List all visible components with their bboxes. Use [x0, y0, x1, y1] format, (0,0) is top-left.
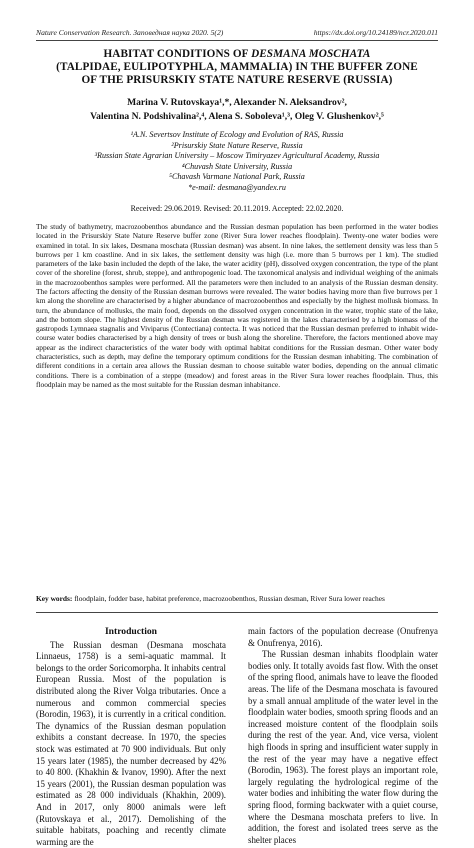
journal-citation: Nature Conservation Research. Заповедная наука 2020. 5(2) [36, 28, 224, 37]
doi-link[interactable]: https://dx.doi.org/10.24189/ncr.2020.011 [313, 28, 438, 37]
author-list [32, 96, 442, 123]
authors-line-2: Valentina N. Podshivalina²,⁴, Alena S. Soboleva¹,³, Oleg V. Glushenkov²,⁵ [90, 110, 384, 122]
affiliation-4: ⁴Chuvash State University, Russia [181, 161, 293, 171]
authors-line-1: Marina V. Rutovskaya¹,*, Alexander N. Aleksandrov², [127, 97, 347, 108]
title-species: DESMANA MOSCHATA [251, 48, 371, 60]
keywords-label: Key words: [36, 594, 73, 603]
affiliation-3: ³Russian State Agrarian University – Moscow Timiryazev Agricultural Academy, Russia [94, 151, 380, 161]
abstract: The study of bathymetry, macrozoobenthos abundance and the Russian desman population has been performed in the water bodies located in the Prisurskiy State Nature Reserve buffer zone (River Sura lower reaches floodplain). Twenty-one water bodies were examined in total. In six lakes, Desmana moschata (Russian desman) was absent. In nine lakes, the settlement density was less than 5 burrows per 1 km coastline. And in six lakes, the settlement density was high (i.e. more than 5 burrows per 1 km). The studied parameters of the lake basin included the depth of the lake, the water acidity (pH), dissolved oxygen concentration, the type of the plant cover of the shoreline (forest, shrub, steppe), and anthropogenic load. The taxonomical analysis and individual weighing of the animals in the macrozoobenthos samples were performed. All the parameters were then included to an analysis of the Russian desman density. The factors affecting the density of the Russian desman burrows were revealed. The water bodies having more than five burrows per 1 km along the shoreline are characterised by a higher abundance of macrozoobenthos and especially by the highest mollusk biomass. In turn, the abundance of mollusks, the main food, depends on the dissolved oxygen concentration in the water, trophic state of the lake, and the bottom slope. The highest density of the Russian desman was registered in the lakes characterised by a high biomass of the gastropods Lymnaea stagnalis and Viviparus (Contectiana) contecta. It was noticed that the Russian desman preferred to inhabit wide-course water bodies characterised by a high density of trees or bush along the shoreline. Therefore, the factors mentioned above may appear as the indirect characteristics of the water body with optimal habitat conditions for the Russian desman. Other water body characteristics, such as depth, may define the temporary optimum conditions for the Russian desman inhabiting. The combination of different conditions in a certain area allows the Russian desman to choose suitable water bodies, depending on the annual climatic conditions. There is a combination of a steppe (meadow) and forest areas in the River Sura lower reaches floodplain. Thus, this floodplain may be named as the most suitable for the Russian desman inhabitance. [36, 222, 438, 389]
title-line-1: HABITAT CONDITIONS OF DESMANA MOSCHATA [103, 48, 371, 60]
article-dates: Received: 29.06.2019. Revised: 20.11.2019. Accepted: 22.02.2020. [130, 204, 344, 213]
header-divider [36, 40, 438, 41]
article-title [32, 48, 442, 88]
keywords-text: floodplain, fodder base, habitat preference, macrozoobenthos, Russian desman, River Sura lower reaches [72, 594, 385, 603]
affiliation-1: ¹A.N. Severtsov Institute of Ecology and Evolution of RAS, Russia [130, 130, 344, 139]
keywords [36, 594, 438, 603]
keywords-divider [36, 612, 438, 613]
corresponding-email[interactable]: *e-mail: desmana@yandex.ru [188, 182, 286, 192]
affiliation-5: ⁵Chavash Varmane National Park, Russia [169, 172, 305, 182]
intro-paragraph-continued: main factors of the population decrease (Onufrenya & Onufrenya, 2016). [248, 626, 438, 648]
intro-paragraph-1: The Russian desman (Desmana moschata Linnaeus, 1758) is a semi-aquatic mammal. It belongs to the order Soricomorpha. It inhabits central European Russia. Most of the population is distributed along the River Volga tributaries. Once a numerous and common commercial species (Borodin, 1963), it is currently in a critical condition. The dynamics of the Russian desman population exhibits a constant decrease. In 1970, the species stock was estimated at 70 900 individuals. But only 15 years later (1985), the number decreased by 42% to 40 800. (Khakhin & Ivanov, 1990). After the next 15 years (2001), the Russian desman population was estimated as 28 000 individuals (Khakhin, 2009). And in 2017, only 8000 animals were left (Rutovskaya et al., 2017). Demolishing of the suitable habitats, poaching and recently climate warming are the [36, 639, 226, 847]
affiliation-2: ²Prisurskiy State Nature Reserve, Russia [171, 140, 303, 150]
right-column [248, 626, 438, 846]
title-line-2: (TALPIDAE, EULIPOTYPHLA, MAMMALIA) IN THE BUFFER ZONE [56, 61, 418, 74]
left-column [36, 626, 226, 848]
section-heading: Introduction [104, 626, 158, 637]
title-line-3: OF THE PRISURSKIY STATE NATURE RESERVE (RUSSIA) [81, 74, 393, 87]
affiliations [32, 130, 442, 194]
intro-paragraph-2: The Russian desman inhabits floodplain water bodies only. It totally avoids fast flow. With the onset of the spring flood, animals have to leave the flooded areas. The life of the Desmana moschata is favoured by a small annual amplitude of the water level in the floodplain water bodies, smooth spring floods and an increased moisture content of the floodplain soils during the rest of the year. And, vice versa, violent high floods in spring and insufficient water supply in the rest of the year may have a negative effect (Borodin, 1963). The forest plays an important role, largely regulating the hydrological regime of the water bodies and inhibiting the water flow during the spring flood, forming backwater with a quiet course, where the Desmana moschata prefers to live. In addition, the forest and isolated trees serve as the shelter places [248, 649, 438, 845]
